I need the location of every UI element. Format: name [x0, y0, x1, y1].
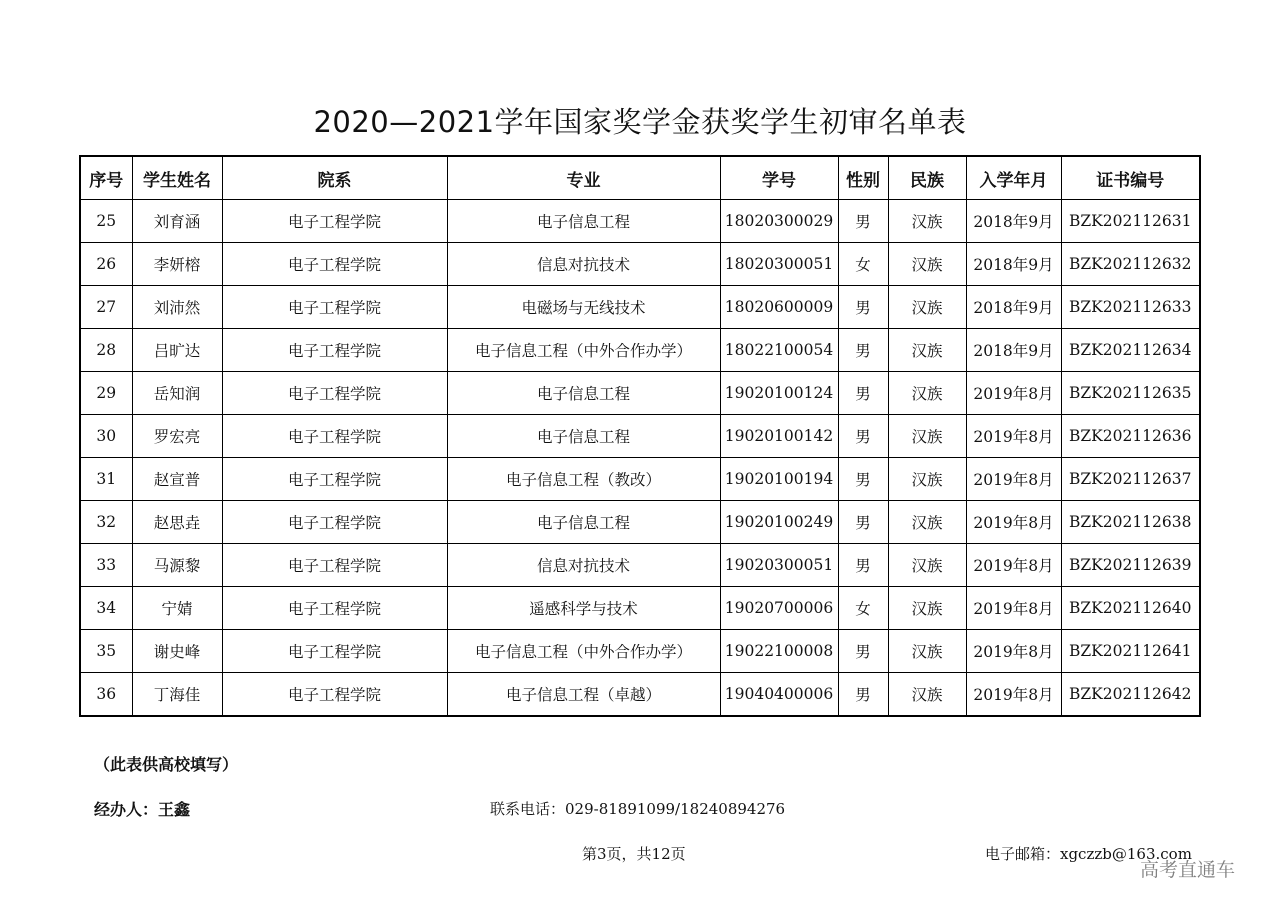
cell-student-name: 岳知润 [132, 372, 222, 415]
cell-enrollment-date: 2019年8月 [966, 372, 1061, 415]
cell-department: 电子工程学院 [222, 286, 447, 329]
header-certificate-number: 证书编号 [1061, 156, 1200, 200]
cell-index: 34 [80, 587, 132, 630]
cell-certificate-number: BZK202112633 [1061, 286, 1200, 329]
cell-gender: 男 [838, 200, 888, 243]
cell-certificate-number: BZK202112641 [1061, 630, 1200, 673]
cell-student-name: 罗宏亮 [132, 415, 222, 458]
cell-gender: 男 [838, 673, 888, 717]
cell-certificate-number: BZK202112639 [1061, 544, 1200, 587]
cell-index: 31 [80, 458, 132, 501]
cell-gender: 女 [838, 243, 888, 286]
cell-student-id: 18020600009 [720, 286, 838, 329]
cell-index: 30 [80, 415, 132, 458]
cell-index: 27 [80, 286, 132, 329]
table-row [80, 372, 1200, 415]
cell-major: 电磁场与无线技术 [447, 286, 720, 329]
cell-student-name: 李妍榕 [132, 243, 222, 286]
cell-department: 电子工程学院 [222, 372, 447, 415]
cell-gender: 男 [838, 372, 888, 415]
table-row [80, 286, 1200, 329]
table-row [80, 673, 1200, 717]
cell-major: 信息对抗技术 [447, 544, 720, 587]
cell-student-id: 19022100008 [720, 630, 838, 673]
table-row [80, 243, 1200, 286]
cell-student-name: 刘育涵 [132, 200, 222, 243]
cell-index: 25 [80, 200, 132, 243]
contact-phone: 联系电话：029-81891099/18240894276 [490, 800, 786, 818]
cell-certificate-number: BZK202112636 [1061, 415, 1200, 458]
cell-student-id: 18022100054 [720, 329, 838, 372]
cell-gender: 男 [838, 630, 888, 673]
cell-ethnicity: 汉族 [888, 286, 966, 329]
cell-student-name: 马源黎 [132, 544, 222, 587]
cell-certificate-number: BZK202112640 [1061, 587, 1200, 630]
cell-department: 电子工程学院 [222, 587, 447, 630]
cell-major: 电子信息工程（卓越） [447, 673, 720, 717]
page-number: 第3页，共12页 [582, 845, 686, 863]
cell-gender: 男 [838, 458, 888, 501]
watermark-text: 高考直通车 [1140, 859, 1236, 881]
cell-index: 26 [80, 243, 132, 286]
cell-major: 遥感科学与技术 [447, 587, 720, 630]
table-row [80, 329, 1200, 372]
cell-student-name: 宁婧 [132, 587, 222, 630]
cell-gender: 男 [838, 415, 888, 458]
table-row [80, 200, 1200, 243]
cell-ethnicity: 汉族 [888, 243, 966, 286]
cell-gender: 女 [838, 587, 888, 630]
cell-student-name: 丁海佳 [132, 673, 222, 717]
cell-department: 电子工程学院 [222, 243, 447, 286]
cell-department: 电子工程学院 [222, 458, 447, 501]
cell-major: 电子信息工程 [447, 200, 720, 243]
cell-ethnicity: 汉族 [888, 458, 966, 501]
cell-enrollment-date: 2018年9月 [966, 286, 1061, 329]
cell-ethnicity: 汉族 [888, 372, 966, 415]
cell-index: 35 [80, 630, 132, 673]
cell-major: 电子信息工程（教改） [447, 458, 720, 501]
header-student-name: 学生姓名 [132, 156, 222, 200]
cell-student-name: 吕旷达 [132, 329, 222, 372]
cell-department: 电子工程学院 [222, 415, 447, 458]
table-body [80, 200, 1200, 717]
cell-certificate-number: BZK202112638 [1061, 501, 1200, 544]
cell-enrollment-date: 2019年8月 [966, 673, 1061, 717]
handler-name: 经办人：王鑫 [94, 800, 191, 819]
cell-index: 32 [80, 501, 132, 544]
table-row [80, 415, 1200, 458]
cell-certificate-number: BZK202112634 [1061, 329, 1200, 372]
table-row [80, 501, 1200, 544]
header-ethnicity: 民族 [888, 156, 966, 200]
cell-major: 电子信息工程（中外合作办学） [447, 329, 720, 372]
table-row [80, 630, 1200, 673]
table-row [80, 587, 1200, 630]
page-title: 2020—2021学年国家奖学金获奖学生初审名单表 [313, 105, 967, 139]
cell-ethnicity: 汉族 [888, 415, 966, 458]
cell-enrollment-date: 2019年8月 [966, 587, 1061, 630]
header-gender: 性别 [838, 156, 888, 200]
cell-enrollment-date: 2019年8月 [966, 630, 1061, 673]
table-row [80, 544, 1200, 587]
cell-gender: 男 [838, 501, 888, 544]
cell-major: 电子信息工程 [447, 372, 720, 415]
scholarship-roster-table [79, 155, 1201, 717]
cell-ethnicity: 汉族 [888, 501, 966, 544]
cell-student-id: 19020100124 [720, 372, 838, 415]
cell-index: 29 [80, 372, 132, 415]
header-major: 专业 [447, 156, 720, 200]
table-row [80, 458, 1200, 501]
cell-ethnicity: 汉族 [888, 673, 966, 717]
cell-ethnicity: 汉族 [888, 329, 966, 372]
cell-gender: 男 [838, 286, 888, 329]
table-header-row [80, 156, 1200, 200]
cell-enrollment-date: 2018年9月 [966, 243, 1061, 286]
cell-ethnicity: 汉族 [888, 587, 966, 630]
cell-gender: 男 [838, 544, 888, 587]
header-department: 院系 [222, 156, 447, 200]
cell-student-id: 19020100249 [720, 501, 838, 544]
header-index: 序号 [80, 156, 132, 200]
cell-enrollment-date: 2019年8月 [966, 415, 1061, 458]
cell-department: 电子工程学院 [222, 544, 447, 587]
cell-index: 36 [80, 673, 132, 717]
cell-index: 28 [80, 329, 132, 372]
cell-student-id: 19020700006 [720, 587, 838, 630]
cell-student-name: 谢史峰 [132, 630, 222, 673]
cell-student-name: 刘沛然 [132, 286, 222, 329]
cell-certificate-number: BZK202112642 [1061, 673, 1200, 717]
form-note: （此表供高校填写） [94, 755, 239, 774]
cell-student-id: 19020100194 [720, 458, 838, 501]
cell-department: 电子工程学院 [222, 673, 447, 717]
cell-certificate-number: BZK202112631 [1061, 200, 1200, 243]
cell-student-id: 18020300029 [720, 200, 838, 243]
cell-ethnicity: 汉族 [888, 200, 966, 243]
cell-index: 33 [80, 544, 132, 587]
cell-ethnicity: 汉族 [888, 544, 966, 587]
cell-certificate-number: BZK202112637 [1061, 458, 1200, 501]
cell-enrollment-date: 2018年9月 [966, 200, 1061, 243]
cell-student-name: 赵思垚 [132, 501, 222, 544]
cell-student-id: 19020100142 [720, 415, 838, 458]
cell-department: 电子工程学院 [222, 501, 447, 544]
cell-major: 电子信息工程 [447, 415, 720, 458]
cell-major: 信息对抗技术 [447, 243, 720, 286]
cell-enrollment-date: 2019年8月 [966, 501, 1061, 544]
cell-certificate-number: BZK202112632 [1061, 243, 1200, 286]
cell-enrollment-date: 2019年8月 [966, 458, 1061, 501]
header-student-id: 学号 [720, 156, 838, 200]
cell-student-id: 19020300051 [720, 544, 838, 587]
header-enrollment-date: 入学年月 [966, 156, 1061, 200]
cell-student-name: 赵宣普 [132, 458, 222, 501]
cell-major: 电子信息工程（中外合作办学） [447, 630, 720, 673]
cell-enrollment-date: 2018年9月 [966, 329, 1061, 372]
cell-student-id: 19040400006 [720, 673, 838, 717]
cell-major: 电子信息工程 [447, 501, 720, 544]
cell-gender: 男 [838, 329, 888, 372]
cell-ethnicity: 汉族 [888, 630, 966, 673]
cell-certificate-number: BZK202112635 [1061, 372, 1200, 415]
cell-student-id: 18020300051 [720, 243, 838, 286]
cell-department: 电子工程学院 [222, 630, 447, 673]
cell-department: 电子工程学院 [222, 329, 447, 372]
contact-email: 电子邮箱：xgczzb@163.com [985, 845, 1192, 863]
cell-department: 电子工程学院 [222, 200, 447, 243]
cell-enrollment-date: 2019年8月 [966, 544, 1061, 587]
